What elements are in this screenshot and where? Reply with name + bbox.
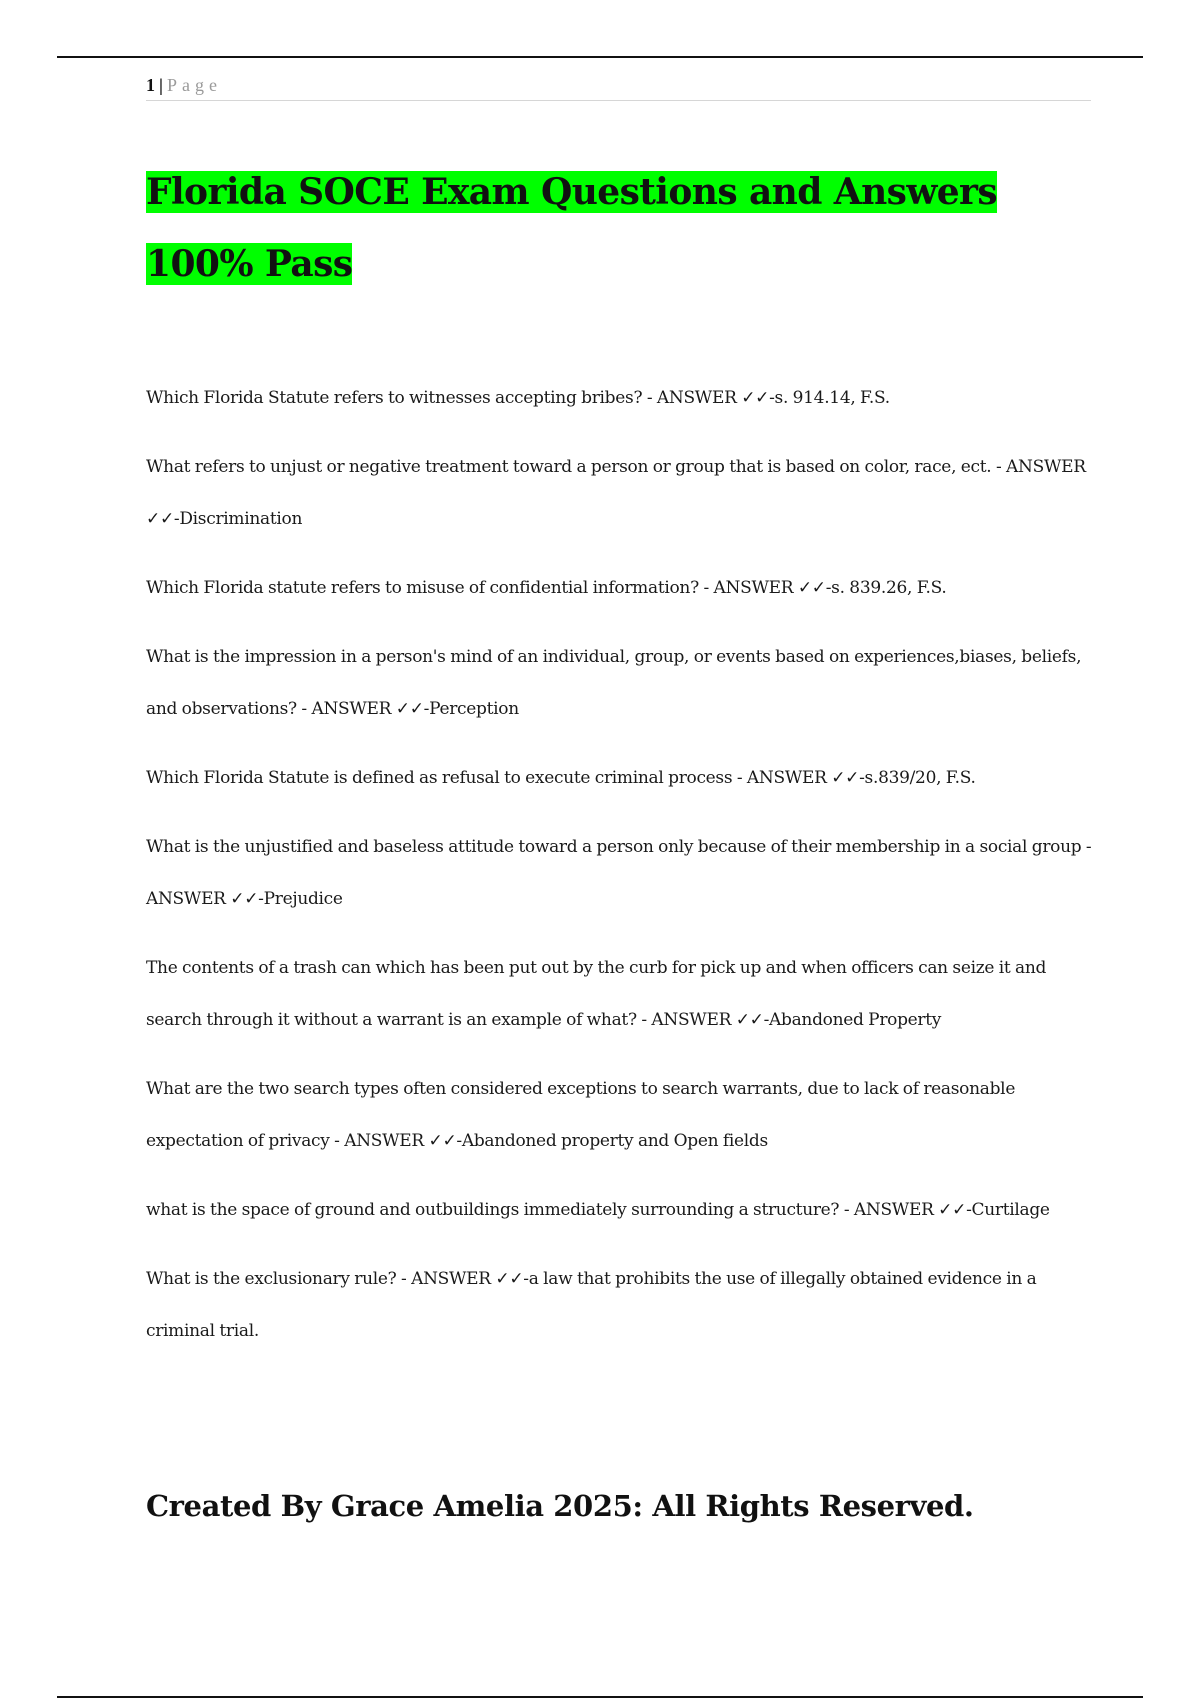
- top-border-rule: [57, 56, 1143, 58]
- qa-item: what is the space of ground and outbuildings immediately surrounding a structure? - ANSWER ✓✓-Curtilage: [146, 1200, 1050, 1220]
- credit-line: Created By Grace Amelia 2025: All Rights Reserved.: [146, 1489, 974, 1523]
- page-number: 1: [146, 75, 155, 95]
- document-title: [146, 156, 1106, 300]
- page-header: [146, 72, 1091, 101]
- qa-item: What is the impression in a person's mind of an individual, group, or events based on experiences,biases, beliefs, and observations? - ANSWER ✓✓-Perception: [146, 647, 1082, 719]
- qa-item: Which Florida Statute refers to witnesses accepting bribes? - ANSWER ✓✓-s. 914.14, F.S.: [146, 388, 890, 408]
- title-highlight: Florida SOCE Exam Questions and Answers 100% Pass: [146, 171, 998, 285]
- page-separator: |: [159, 75, 163, 95]
- qa-item: What are the two search types often considered exceptions to search warrants, due to lack of reasonable expectation of privacy - ANSWER ✓✓-Abandoned property and Open fields: [146, 1079, 1016, 1151]
- qa-item: What is the unjustified and baseless attitude toward a person only because of their membership in a social group - ANSWER ✓✓-Prejudice: [146, 837, 1092, 909]
- qa-list: [146, 372, 1106, 1374]
- page-label: Page: [166, 75, 222, 95]
- qa-item: The contents of a trash can which has been put out by the curb for pick up and when officers can seize it and search through it without a warrant is an example of what? - ANSWER ✓✓-Abandoned Property: [146, 958, 1047, 1030]
- bottom-border-rule: [57, 1696, 1143, 1698]
- qa-item: Which Florida statute refers to misuse of confidential information? - ANSWER ✓✓-s. 839.26, F.S.: [146, 578, 947, 598]
- qa-item: What refers to unjust or negative treatment toward a person or group that is based on color, race, ect. - ANSWER ✓✓-Discrimination: [146, 457, 1086, 529]
- qa-item: Which Florida Statute is defined as refusal to execute criminal process - ANSWER ✓✓-s.839/20, F.S.: [146, 768, 976, 788]
- qa-item: What is the exclusionary rule? - ANSWER ✓✓-a law that prohibits the use of illegally obtained evidence in a criminal trial.: [146, 1269, 1037, 1341]
